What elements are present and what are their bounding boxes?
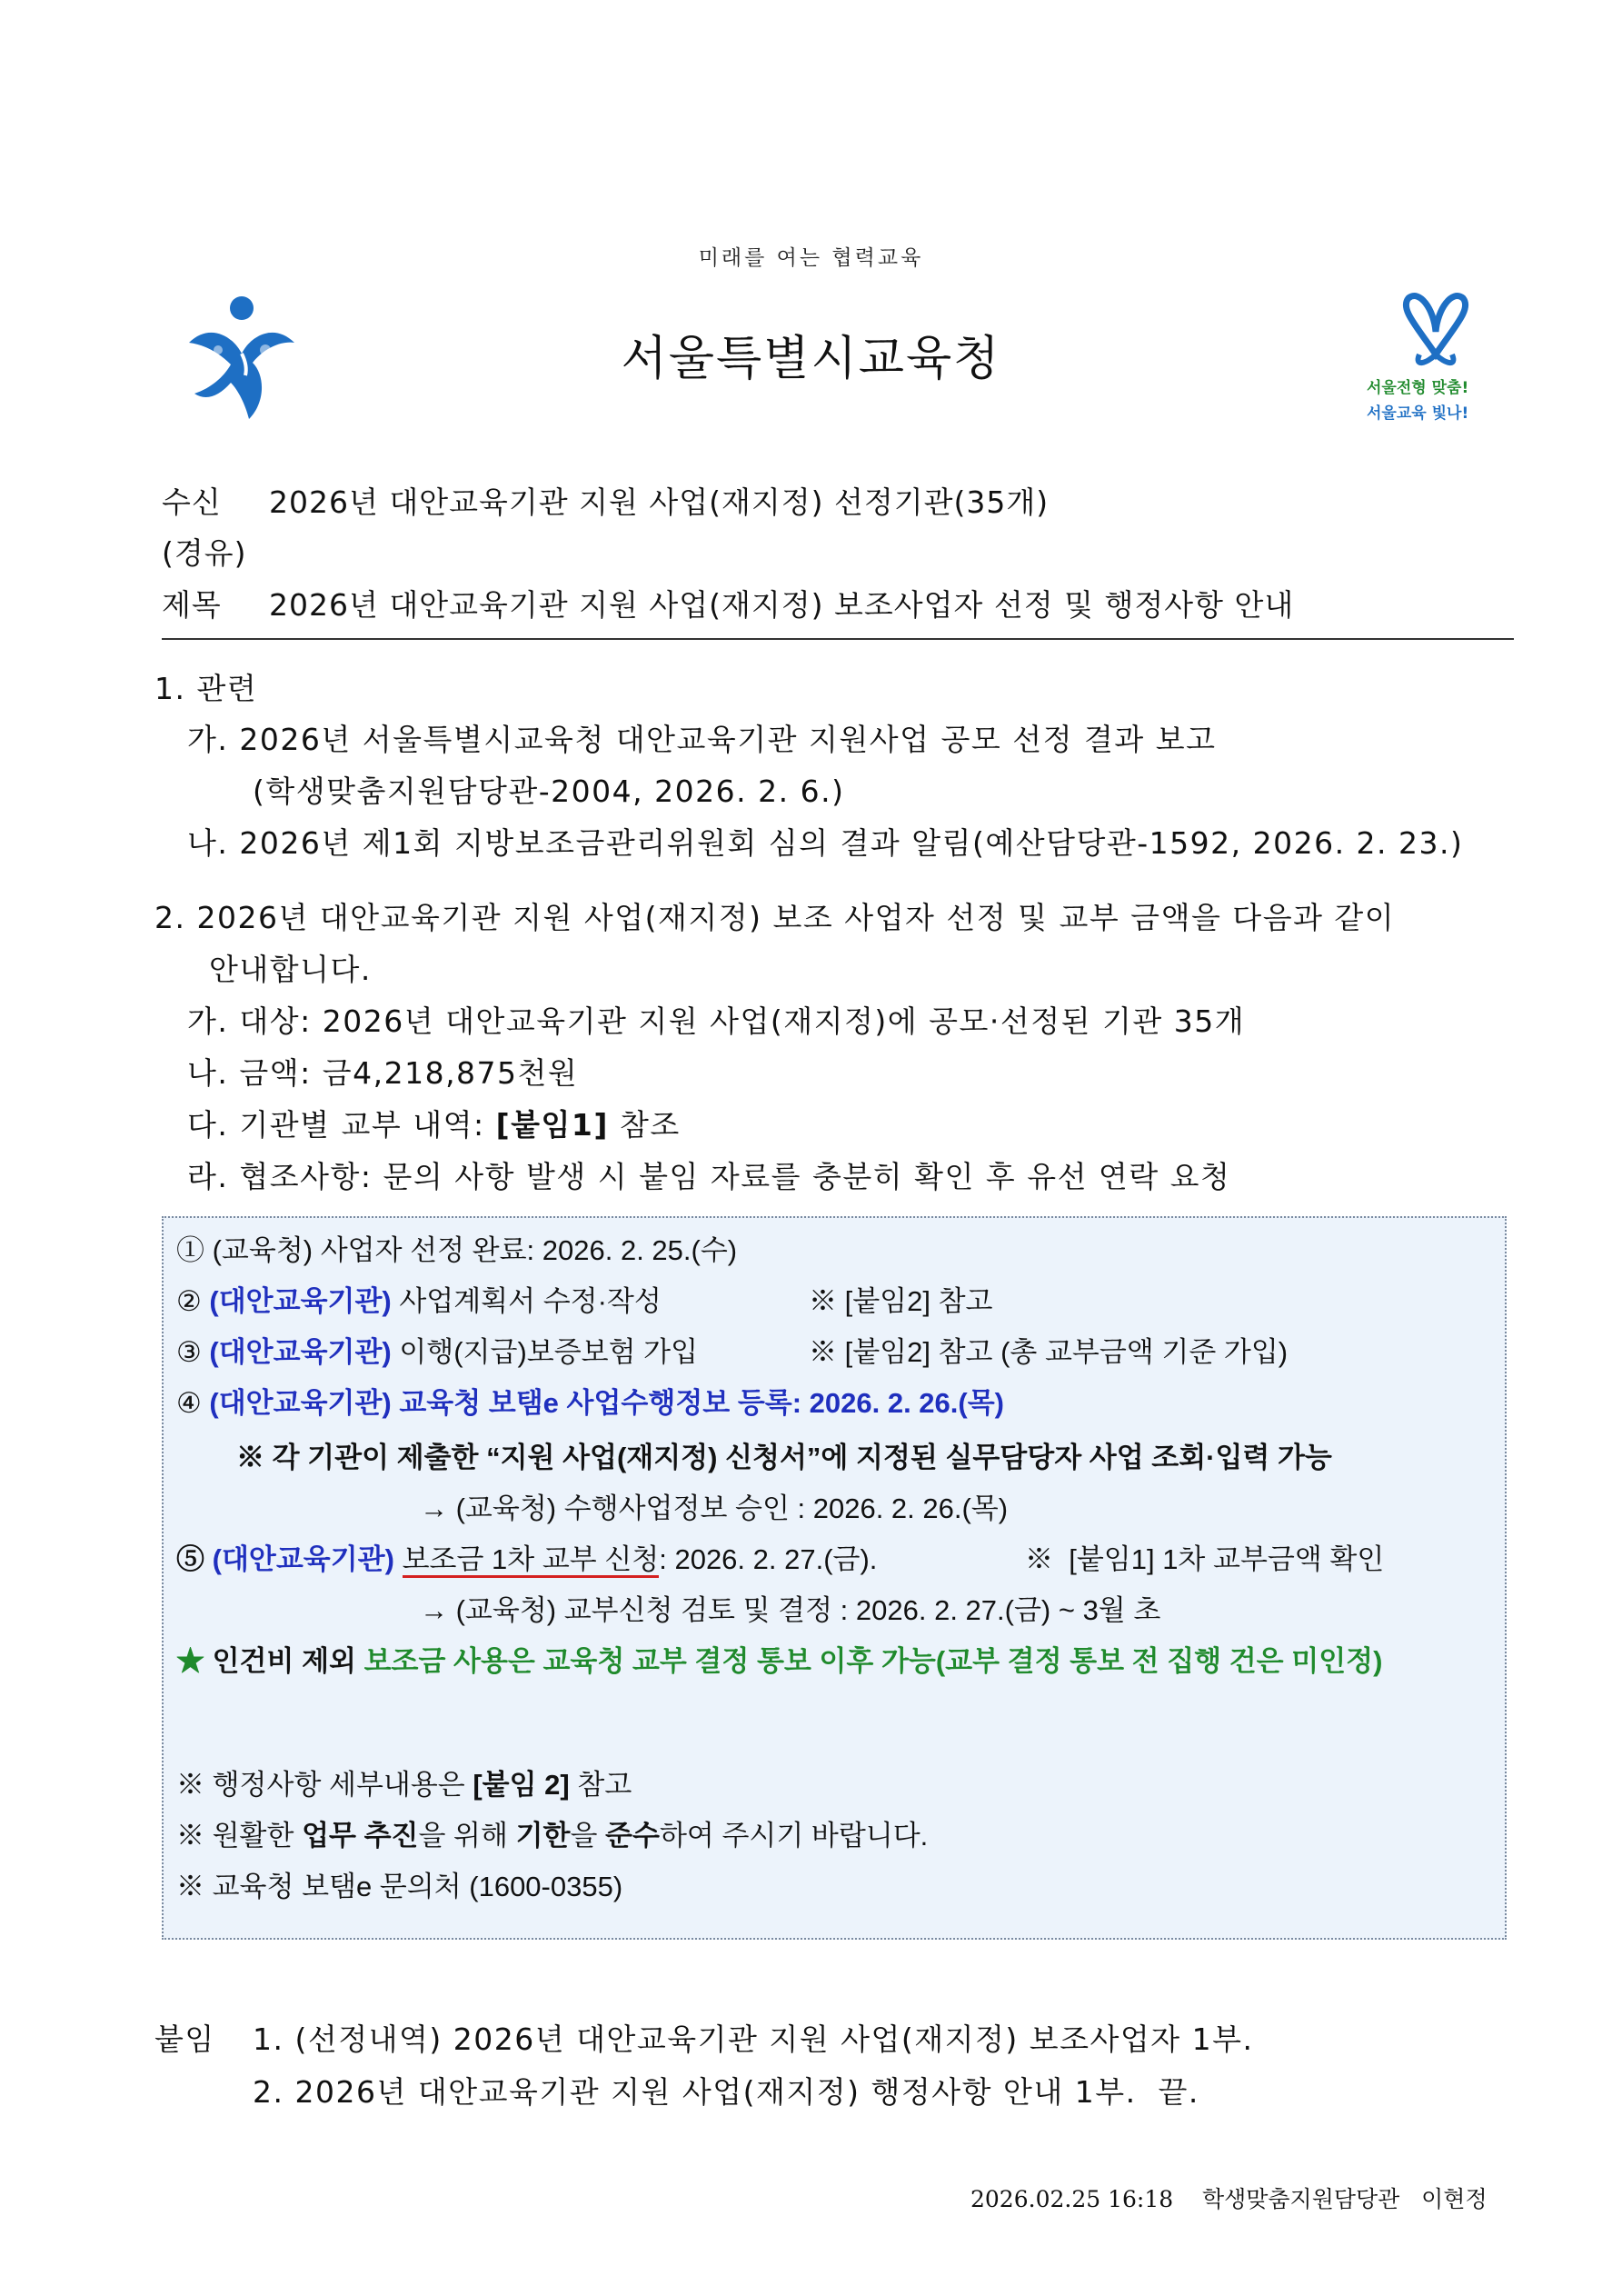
- step-5: ⑤ (대안교육기관) 보조금 1차 교부 신청: 2026. 2. 27.(금).: [176, 1536, 877, 1577]
- grant-request-underlined: 보조금 1차 교부 신청: [403, 1543, 660, 1578]
- step-4-approval: → (교육청) 수행사업정보 승인 : 2026. 2. 26.(목): [420, 1492, 1009, 1524]
- admin-note-2: ※ 원활한 업무 추진을 위해 기한을 준수하여 주시기 바랍니다.: [176, 1820, 929, 1852]
- section-2-item-d: 라. 협조사항: 문의 사항 발생 시 붙임 자료를 충분히 확인 후 유선 연락 요청: [187, 1159, 1231, 1194]
- via-label: (경유): [162, 535, 247, 571]
- step-5-review: → (교육청) 교부신청 검토 및 결정 : 2026. 2. 27.(금) ~ 3월 초: [420, 1594, 1161, 1626]
- subject-value: 2026년 대안교육기관 지원 사업(재지정) 보조사업자 선정 및 행정사항 안내: [269, 587, 1295, 623]
- org-title: 서울특별시교육청: [621, 332, 1001, 386]
- section-2-item-b: 나. 금액: 금4,218,875천원: [187, 1055, 579, 1091]
- slogan-logo: [1363, 291, 1508, 427]
- star-icon: ★: [176, 1645, 204, 1677]
- attachment-1-ref: [붙임1]: [495, 1107, 609, 1143]
- svg-text:서울전형 맞춤!: 서울전형 맞춤!: [1367, 379, 1469, 397]
- attachment-item-2: 2. 2026년 대안교육기관 지원 사업(재지정) 행정사항 안내 1부. 끝.: [253, 2074, 1199, 2110]
- section-1-item-a: 가. 2026년 서울특별시교육청 대안교육기관 지원사업 공모 선정 결과 보고: [187, 722, 1217, 757]
- slogan: 미래를 여는 협력교육: [698, 246, 924, 270]
- section-1-item-b: 나. 2026년 제1회 지방보조금관리위원회 심의 결과 알림(예산담당관-1592, 2026. 2. 23.): [187, 825, 1464, 861]
- svg-text:서울교육 빛나!: 서울교육 빛나!: [1367, 404, 1469, 423]
- attachments-label: 붙임: [154, 2021, 215, 2057]
- step-5-note: ※ [붙임1] 1차 교부금액 확인: [1025, 1543, 1385, 1575]
- recipient-value: 2026년 대안교육기관 지원 사업(재지정) 선정기관(35개): [269, 484, 1050, 520]
- section-1-item-a-ref: (학생맞춤지원담당관-2004, 2026. 2. 6.): [253, 774, 845, 809]
- recipient-label: 수신: [162, 484, 222, 520]
- recipient-row: [162, 479, 1049, 522]
- step-3: ③ (대안교육기관) 이행(지급)보증보험 가입: [176, 1336, 699, 1368]
- subject-row: [162, 582, 1294, 624]
- step-4-note: ※ 각 기관이 제출한 “지원 사업(재지정) 신청서”에 지정된 실무담당자 사업 조회·입력 가능: [236, 1442, 1332, 1473]
- footer-datetime: 2026.02.25 16:18: [970, 2186, 1174, 2212]
- step-3-note: ※ [붙임2] 참고 (총 교부금액 기준 가입): [809, 1336, 1289, 1368]
- footer-dept: 학생맞춤지원담당관: [1201, 2186, 1400, 2212]
- section-2-title-cont: 안내합니다.: [209, 952, 372, 987]
- step-1: ① (교육청) 사업자 선정 완료: 2026. 2. 25.(수): [176, 1234, 738, 1266]
- step-4: ④ (대안교육기관) 교육청 보탬e 사업수행정보 등록: 2026. 2. 26.(목): [176, 1387, 1004, 1419]
- footer-person: 이현정: [1421, 2186, 1488, 2212]
- section-2-item-c: 다. 기관별 교부 내역: [붙임1] 참조: [187, 1107, 681, 1143]
- step-2: ② (대안교육기관) 사업계획서 수정·작성: [176, 1285, 662, 1317]
- section-2-title: 2. 2026년 대안교육기관 지원 사업(재지정) 보조 사업자 선정 및 교부 금액을 다음과 같이: [154, 900, 1396, 935]
- section-2-item-a: 가. 대상: 2026년 대안교육기관 지원 사업(재지정)에 공모·선정된 기관 35개: [187, 1003, 1246, 1039]
- admin-note-1: ※ 행정사항 세부내용은 [붙임 2] 참고: [176, 1769, 632, 1801]
- subject-label: 제목: [162, 587, 222, 623]
- header-divider: [162, 638, 1514, 640]
- step-2-note: ※ [붙임2] 참고: [809, 1285, 993, 1317]
- admin-note-3: ※ 교육청 보탬e 문의처 (1600-0355): [176, 1871, 623, 1902]
- section-1-title: 1. 관련: [154, 671, 258, 706]
- footer: [970, 2181, 1488, 2214]
- attachment-item-1: 1. (선정내역) 2026년 대안교육기관 지원 사업(재지정) 보조사업자 1부.: [253, 2021, 1254, 2057]
- grant-usage-note: ★ 인건비 제외 보조금 사용은 교육청 교부 결정 통보 이후 가능(교부 결정 통보 전 집행 건은 미인정): [176, 1645, 1383, 1677]
